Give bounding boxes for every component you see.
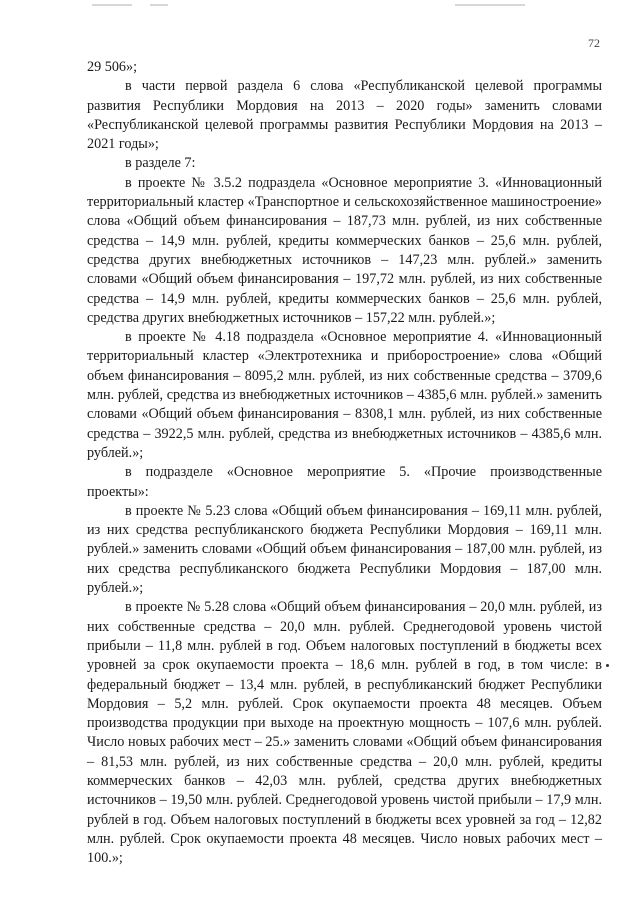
scan-artifact bbox=[92, 4, 132, 6]
scan-artifact bbox=[150, 4, 168, 6]
paragraph: в разделе 7: bbox=[125, 155, 196, 172]
paragraph: в части первой раздела 6 слова «Республиканской целевой программы развития Республики Мордовия на 2013 – 2020 годы» заменить словами «Республиканской целевой программы развития Республики Мордовия на 2013 – 2021 годы»; bbox=[87, 78, 602, 153]
paragraph: в проекте № 5.23 слова «Общий объем финансирования – 169,11 млн. рублей, из них средства республиканского бюджета Республики Мордовия – 169,11 млн. рублей.» заменить словами «Общий объем финансирования – 187,00 млн. рублей, из них средства республиканского бюджета Республики Мордовия – 187,00 млн. рублей.»; bbox=[87, 502, 602, 597]
paragraph: в проекте № 4.18 подраздела «Основное мероприятие 4. «Инновационный территориальный кластер «Электротехника и приборостроение» слова «Общий объем финансирования – 8095,2 млн. рублей, из них собственные средства – 3709,6 млн. рублей, средства из внебюджетных источников – 4385,6 млн. рублей.» заменить словами «Общий объем финансирования – 8308,1 млн. рублей, из них собственные средства – 3922,5 млн. рублей, средства из внебюджетных источников – 4385,6 млн. рублей.»; bbox=[87, 329, 602, 461]
paragraph: 29 506»; bbox=[87, 59, 138, 75]
document-body bbox=[87, 58, 602, 868]
paragraph: в проекте № 3.5.2 подраздела «Основное мероприятие 3. «Инновационный территориальный кластер «Транспортное и сельскохозяйственное машиностроение» слова «Общий объем финансирования – 187,73 млн. рублей, из них собственные средства – 14,9 млн. рублей, кредиты коммерческих банков – 25,6 млн. рублей, средства других внебюджетных источников – 147,23 млн. рублей.» заменить словами «Общий объем финансирования – 197,72 млн. рублей, из них собственные средства – 14,9 млн. рублей, кредиты коммерческих банков – 25,6 млн. рублей, средства других внебюджетных источников – 157,22 млн. рублей.»; bbox=[87, 174, 602, 326]
paragraph: в проекте № 5.28 слова «Общий объем финансирования – 20,0 млн. рублей, из них собственные средства – 20,0 млн. рублей. Среднегодовой уровень чистой прибыли – 11,8 млн. рублей в год. Объем налоговых поступлений в бюджеты всех уровней за срок окупаемости проекта – 18,6 млн. рублей в год, в том числе: в федеральный бюджет – 13,4 млн. рублей, в республиканский бюджет Республики Мордовия – 5,2 млн. рублей. Срок окупаемости проекта 48 месяцев. Объем производства продукции при выходе на проектную мощность – 107,6 млн. рублей. Число новых рабочих мест – 25.» заменить словами «Общий объем финансирования – 81,53 млн. рублей, из них собственные средства – 20,0 млн. рублей, кредиты коммерческих банков – 42,03 млн. рублей, средства других внебюджетных источников – 19,50 млн. рублей. Среднегодовой уровень чистой прибыли – 17,9 млн. рублей в год. Объем налоговых поступлений в бюджеты всех уровней за год – 12,82 млн. рублей. Срок окупаемости проекта 48 месяцев. Число новых рабочих мест – 100.»; bbox=[87, 599, 602, 867]
page-number: 72 bbox=[588, 36, 600, 50]
margin-mark bbox=[606, 664, 609, 667]
paragraph: в подразделе «Основное мероприятие 5. «Прочие производственные проекты»: bbox=[87, 464, 602, 500]
scan-artifact bbox=[455, 4, 525, 6]
